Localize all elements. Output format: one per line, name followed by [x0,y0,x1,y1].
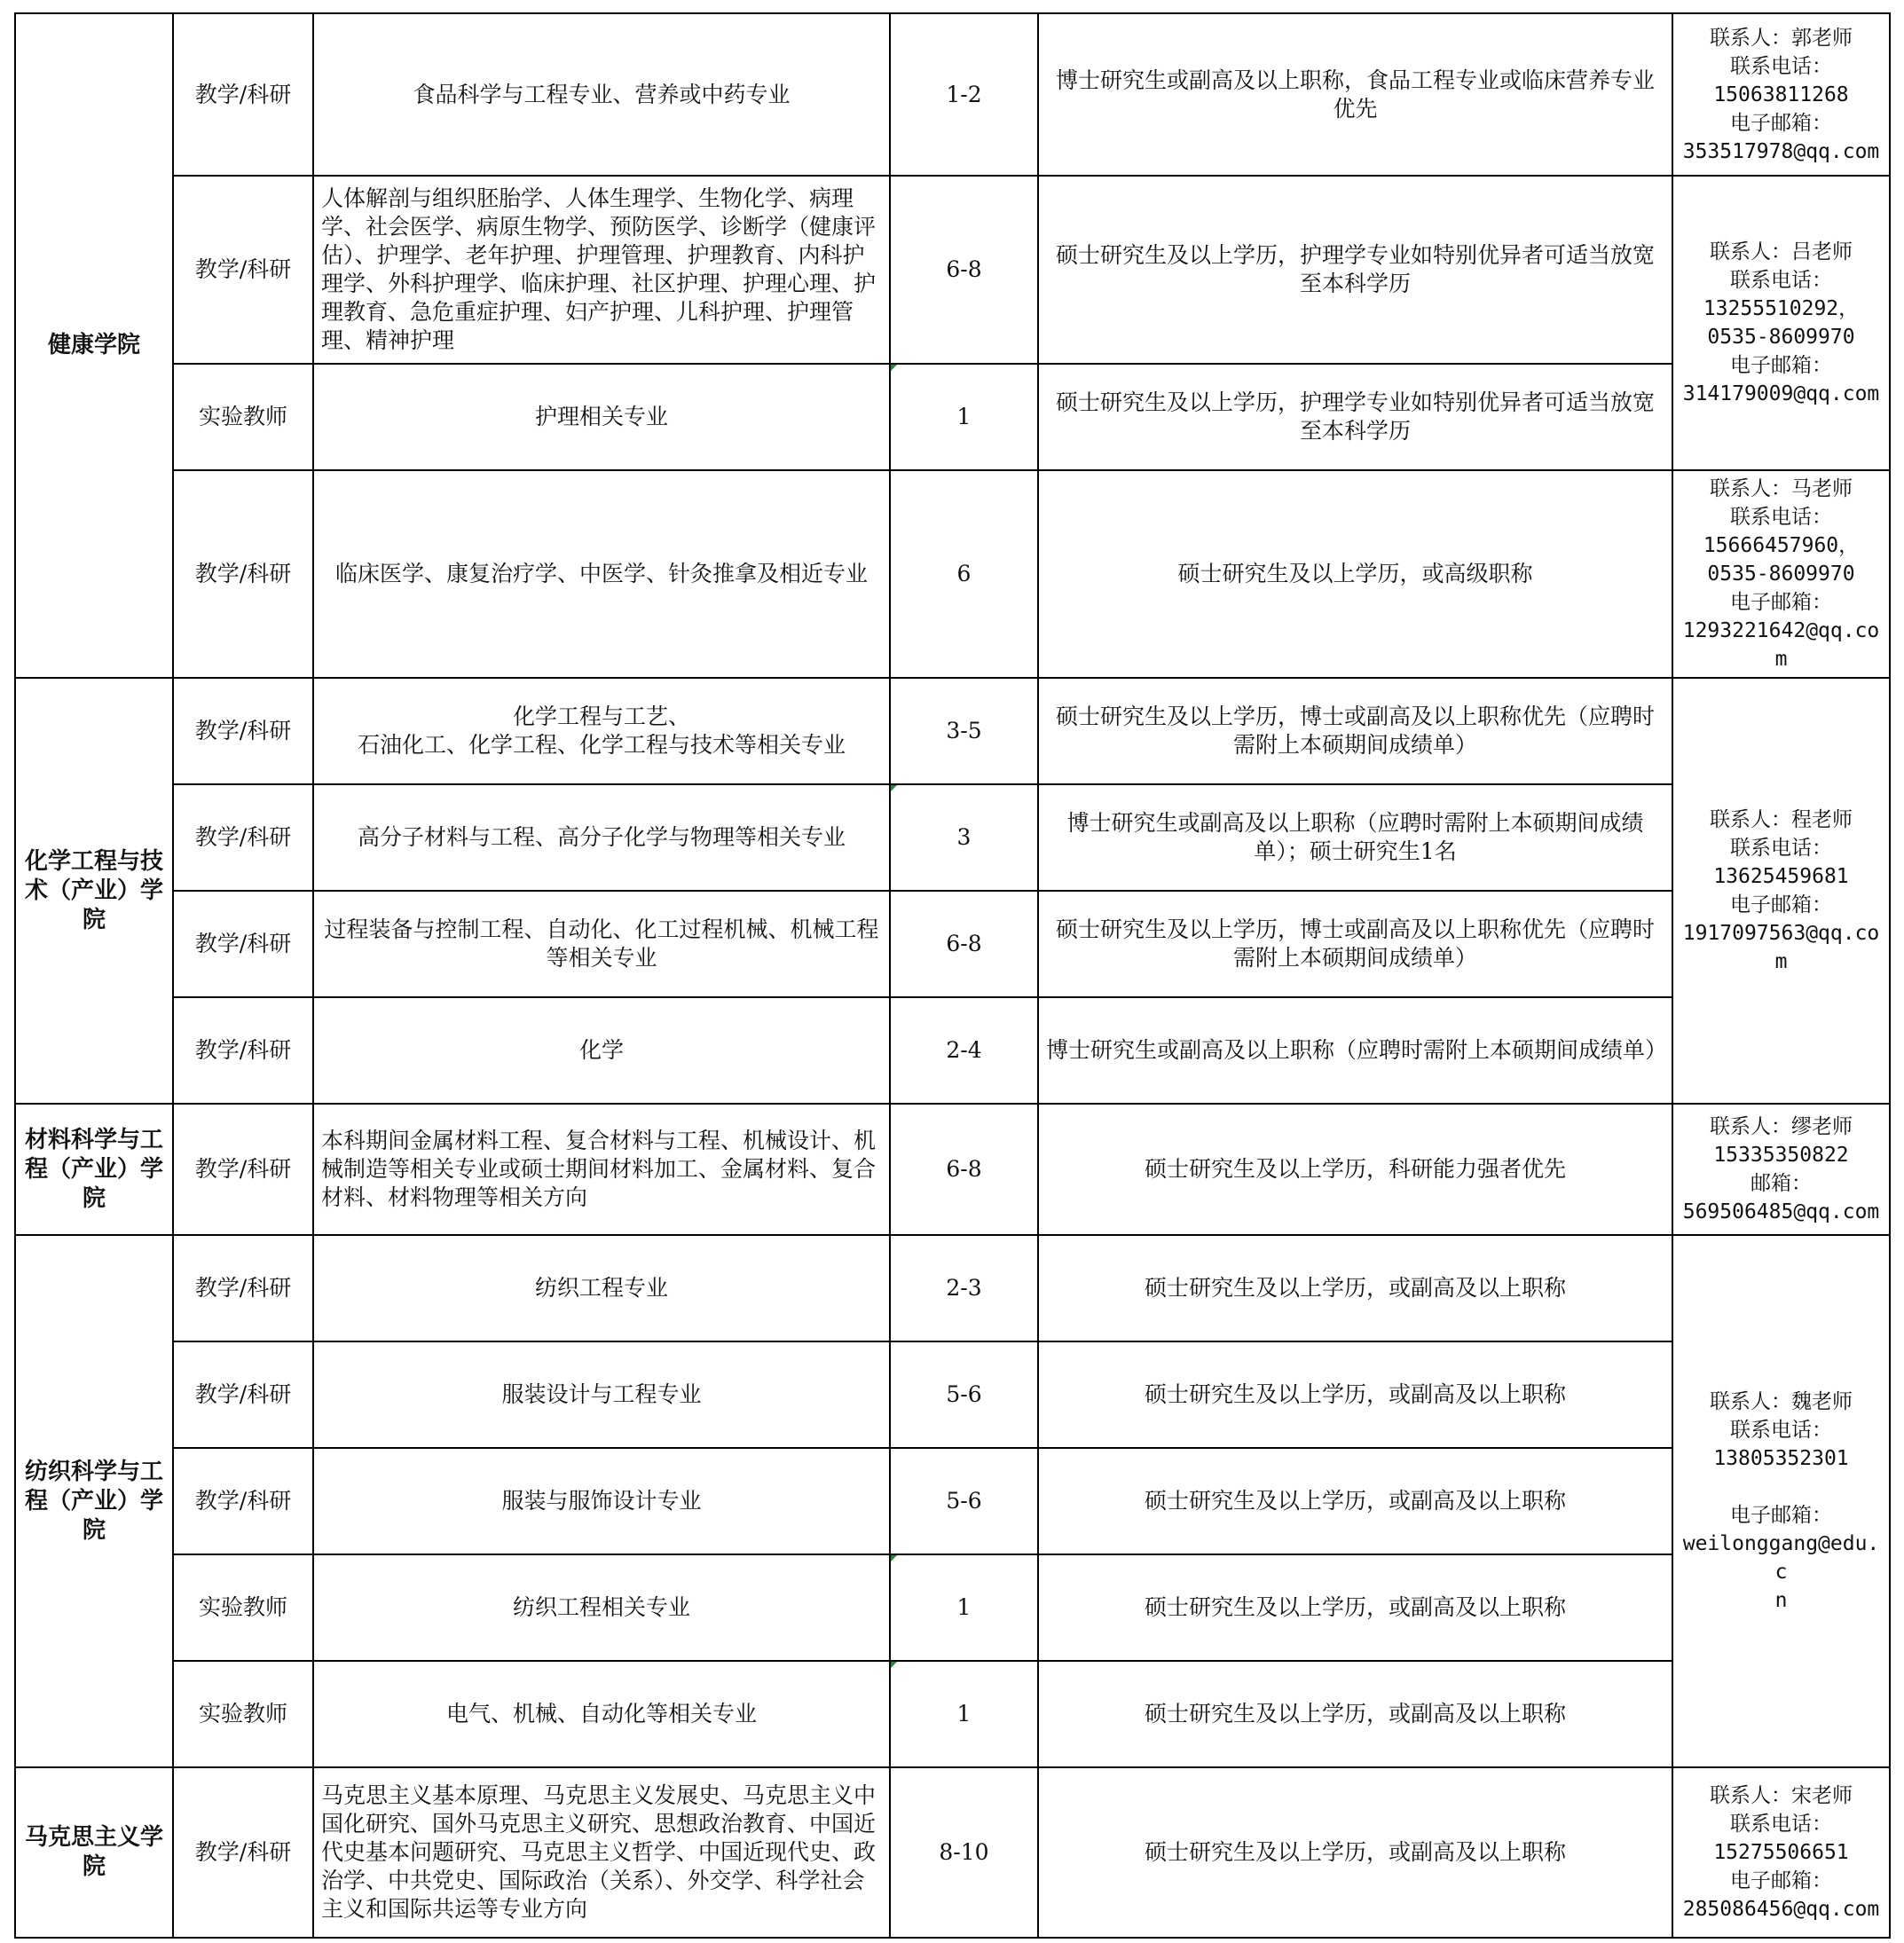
table-row [15,1767,1890,1938]
contact-info [1672,176,1890,470]
major-requirement: 服装与服饰设计专业 [313,1448,890,1554]
major-line: 化学工程与工艺、 [512,704,690,729]
headcount-value: 1 [956,1701,972,1727]
contact-info [1672,678,1890,1104]
qualification: 硕士研究生及以上学历，或副高及以上职称 [1038,1448,1672,1554]
contact-phone: 15335350822 [1713,1144,1849,1167]
major-requirement: 纺织工程专业 [313,1235,890,1341]
major-requirement: 电气、机械、自动化等相关专业 [313,1661,890,1767]
contact-phone-label: 联系电话： [1730,1419,1832,1442]
qualification: 硕士研究生及以上学历，或副高及以上职称 [1038,1341,1672,1448]
contact-email: n [1774,1589,1788,1612]
contact-person: 联系人：马老师 [1710,477,1853,500]
qualification: 硕士研究生及以上学历，博士或副高及以上职称优先（应聘时需附上本硕期间成绩单） [1038,891,1672,997]
headcount: 3-5 [890,678,1038,784]
college-name: 纺织科学与工程（产业）学院 [15,1235,173,1767]
contact-email-label: 电子邮箱： [1730,893,1832,916]
contact-person: 联系人：吕老师 [1710,240,1853,264]
position-type: 教学/科研 [173,891,313,997]
table-row [15,891,1890,997]
contact-email: 569506485@qq.com [1682,1200,1880,1223]
contact-phone-label: 联系电话： [1730,269,1832,292]
contact-info [1672,1767,1890,1938]
cell-marker [891,365,897,371]
contact-info [1672,1104,1890,1235]
position-type: 教学/科研 [173,176,313,364]
contact-email-label: 邮箱： [1751,1172,1812,1195]
major-requirement: 化学 [313,997,890,1104]
major-requirement: 本科期间金属材料工程、复合材料与工程、机械设计、机械制造等相关专业或硕士期间材料加工、金属材料、复合材料、材料物理等相关方向 [313,1104,890,1235]
contact-info [1672,13,1890,176]
table-row [15,1235,1890,1341]
position-type: 教学/科研 [173,13,313,176]
contact-phone-label: 联系电话： [1730,1813,1832,1836]
contact-phone-label: 联系电话： [1730,54,1832,78]
contact-phone-label: 联系电话： [1730,837,1832,860]
headcount: 2-4 [890,997,1038,1104]
table-row [15,678,1890,784]
major-requirement: 服装设计与工程专业 [313,1341,890,1448]
major-requirement: 高分子材料与工程、高分子化学与物理等相关专业 [313,784,890,891]
qualification: 博士研究生或副高及以上职称（应聘时需附上本硕期间成绩单） [1038,997,1672,1104]
headcount: 6-8 [890,891,1038,997]
position-type: 教学/科研 [173,470,313,678]
contact-info [1672,1235,1890,1767]
contact-email: 285086456@qq.com [1682,1898,1880,1921]
headcount: 8-10 [890,1767,1038,1938]
contact-phone: 0535-8609970 [1707,562,1855,586]
qualification: 硕士研究生及以上学历，或副高及以上职称 [1038,1235,1672,1341]
contact-email-label: 电子邮箱： [1730,111,1832,135]
cell-marker [891,1662,897,1668]
contact-phone-label: 联系电话： [1730,506,1832,529]
headcount [890,1554,1038,1661]
major-requirement: 临床医学、康复治疗学、中医学、针灸推拿及相近专业 [313,470,890,678]
table-row [15,784,1890,891]
college-name: 马克思主义学院 [15,1767,173,1938]
cell-marker [891,1555,897,1561]
major-requirement: 马克思主义基本原理、马克思主义发展史、马克思主义中国化研究、国外马克思主义研究、思想政治教育、中国近代史基本问题研究、马克思主义哲学、中国近现代史、政治学、中共党史、国际政治（关系）、外交学、科学社会主义和国际共运等专业方向 [313,1767,890,1938]
college-name: 材料科学与工程（产业）学院 [15,1104,173,1235]
major-requirement [313,678,890,784]
position-type: 教学/科研 [173,678,313,784]
contact-email-label: 电子邮箱： [1730,1869,1832,1892]
major-requirement: 人体解剖与组织胚胎学、人体生理学、生物化学、病理学、社会医学、病原生物学、预防医学、诊断学（健康评估）、护理学、老年护理、护理管理、护理教育、内科护理学、外科护理学、临床护理、社区护理、护理心理、护理教育、急危重症护理、妇产护理、儿科护理、护理管理、精神护理 [313,176,890,364]
qualification: 硕士研究生及以上学历，或高级职称 [1038,470,1672,678]
headcount: 6 [890,470,1038,678]
contact-person: 联系人：魏老师 [1710,1390,1853,1413]
qualification: 硕士研究生及以上学历，科研能力强者优先 [1038,1104,1672,1235]
contact-email: 1293221642@qq.com [1682,619,1880,671]
contact-email: weilonggang@edu.c [1682,1532,1880,1584]
headcount: 6-8 [890,1104,1038,1235]
position-type: 实验教师 [173,1661,313,1767]
contact-person: 联系人：程老师 [1710,808,1853,831]
major-requirement: 过程装备与控制工程、自动化、化工过程机械、机械工程等相关专业 [313,891,890,997]
headcount [890,1661,1038,1767]
table-row [15,176,1890,364]
headcount-value: 3 [956,824,972,850]
table-row [15,470,1890,678]
major-line: 石油化工、化学工程、化学工程与技术等相关专业 [357,732,846,758]
headcount: 2-3 [890,1235,1038,1341]
position-type: 实验教师 [173,364,313,470]
table-row [15,1554,1890,1661]
headcount: 6-8 [890,176,1038,364]
contact-email-label: 电子邮箱： [1730,591,1832,614]
contact-phone: 0535-8609970 [1707,326,1855,349]
qualification: 硕士研究生及以上学历，或副高及以上职称 [1038,1767,1672,1938]
contact-phone: 13805352301 [1713,1447,1849,1470]
qualification: 硕士研究生及以上学历，博士或副高及以上职称优先（应聘时需附上本硕期间成绩单） [1038,678,1672,784]
table-row [15,1448,1890,1554]
headcount: 1-2 [890,13,1038,176]
contact-email-label: 电子邮箱： [1730,1504,1832,1527]
headcount [890,784,1038,891]
table-row [15,1104,1890,1235]
contact-person: 联系人：缪老师 [1710,1115,1853,1138]
contact-phone: 15275506651 [1713,1841,1849,1864]
qualification: 博士研究生或副高及以上职称（应聘时需附上本硕期间成绩单）；硕士研究生1名 [1038,784,1672,891]
contact-phone: 13255510292， [1703,297,1860,320]
contact-email-label: 电子邮箱： [1730,354,1832,377]
contact-info [1672,470,1890,678]
table-row [15,13,1890,176]
position-type: 教学/科研 [173,1104,313,1235]
headcount-value: 1 [956,1594,972,1620]
contact-phone: 15666457960， [1703,534,1860,557]
position-type: 教学/科研 [173,1235,313,1341]
contact-email: 314179009@qq.com [1682,382,1880,405]
position-type: 教学/科研 [173,1448,313,1554]
headcount [890,364,1038,470]
contact-spacer [1680,1473,1882,1501]
college-name: 化学工程与技术（产业）学院 [15,678,173,1104]
contact-person: 联系人：郭老师 [1710,26,1853,50]
position-type: 教学/科研 [173,997,313,1104]
major-requirement: 食品科学与工程专业、营养或中药专业 [313,13,890,176]
table-row [15,997,1890,1104]
major-requirement: 护理相关专业 [313,364,890,470]
table-row [15,1341,1890,1448]
position-type: 教学/科研 [173,1341,313,1448]
qualification: 硕士研究生及以上学历，护理学专业如特别优异者可适当放宽至本科学历 [1038,176,1672,364]
qualification: 博士研究生或副高及以上职称，食品工程专业或临床营养专业优先 [1038,13,1672,176]
qualification: 硕士研究生及以上学历，或副高及以上职称 [1038,1554,1672,1661]
contact-email: 1917097563@qq.com [1682,922,1880,973]
headcount-value: 1 [956,404,972,429]
cell-marker [891,785,897,791]
major-requirement: 纺织工程相关专业 [313,1554,890,1661]
qualification: 硕士研究生及以上学历，护理学专业如特别优异者可适当放宽至本科学历 [1038,364,1672,470]
position-type: 教学/科研 [173,1767,313,1938]
table-row [15,1661,1890,1767]
recruitment-table [14,12,1891,1939]
contact-person: 联系人：宋老师 [1710,1784,1853,1807]
position-type: 教学/科研 [173,784,313,891]
contact-phone: 13625459681 [1713,865,1849,888]
headcount: 5-6 [890,1448,1038,1554]
table-row [15,364,1890,470]
qualification: 硕士研究生及以上学历，或副高及以上职称 [1038,1661,1672,1767]
contact-email: 353517978@qq.com [1682,139,1880,163]
college-name: 健康学院 [15,13,173,678]
contact-phone: 15063811268 [1713,83,1849,106]
headcount: 5-6 [890,1341,1038,1448]
position-type: 实验教师 [173,1554,313,1661]
